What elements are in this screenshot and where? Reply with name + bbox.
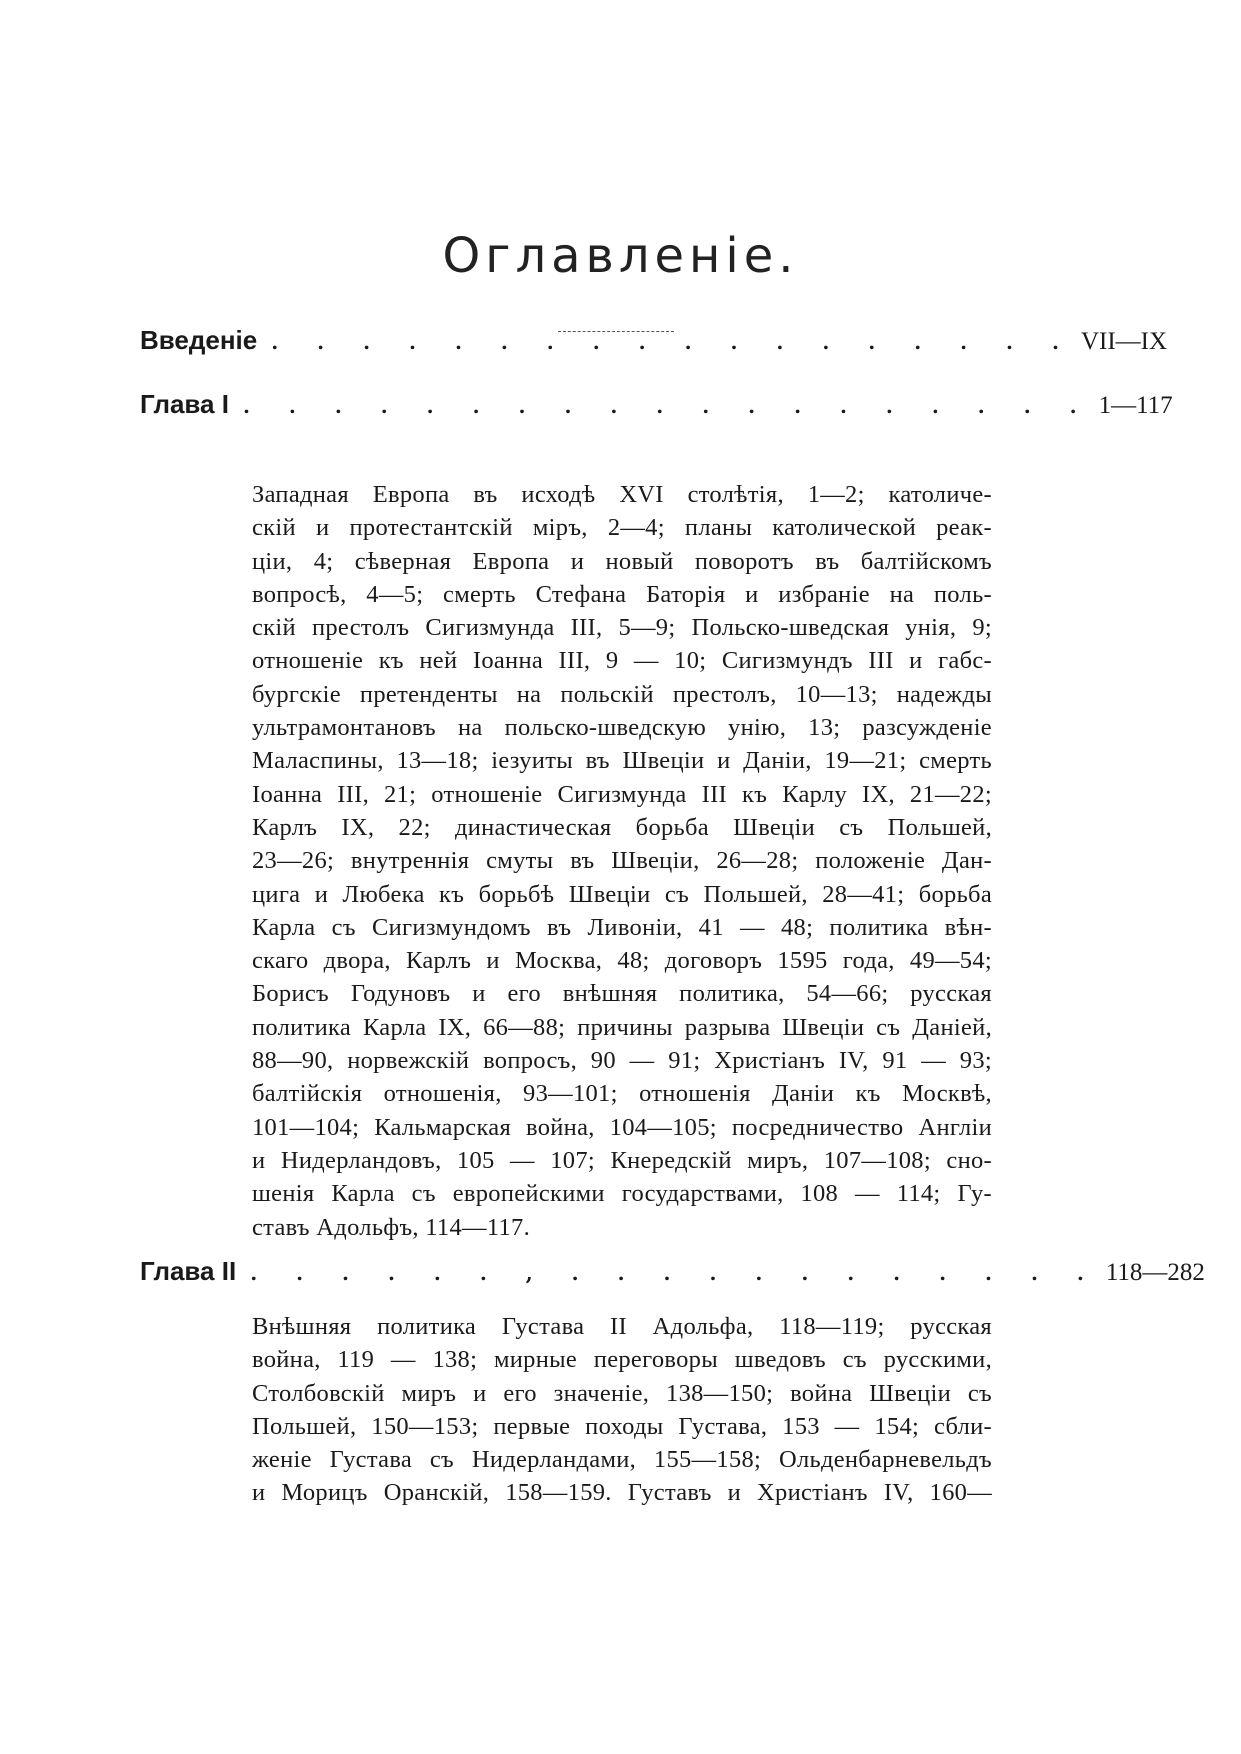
summary-line: ультрамонтановъ на польско-шведскую унію, 13; разсужденіе (252, 714, 992, 742)
summary-line: скій престолъ Сигизмунда III, 5—9; Польско-шведская унія, 9; (252, 614, 992, 642)
summary-line: 88—90, норвежскій вопросъ, 90 — 91; Христіанъ IV, 91 — 93; (252, 1047, 992, 1075)
summary-line: Польшей, 150—153; первые походы Густава, 153 — 154; сбли- (252, 1412, 992, 1440)
dot-leader: . . . . . . , . . . . . . . . . . . . (250, 1261, 1100, 1285)
summary-line: Западная Европа въ исходѣ XVI столѣтія, 1—2; католиче- (252, 481, 992, 508)
summary-line: Внѣшняя политика Густава II Адольфа, 118—119; русская (252, 1313, 992, 1340)
toc-entry-label: Глава I (140, 389, 229, 419)
summary-line: цига и Любека къ борьбѣ Швеціи съ Польшей, 28—41; борьба (252, 880, 992, 908)
summary-line: вопросѣ, 4—5; смерть Стефана Баторія и избраніе на поль- (252, 580, 992, 608)
summary-line: балтійскія отношенія, 93—101; отношенія Даніи къ Москвѣ, (252, 1080, 992, 1108)
summary-line: ціи, 4; сѣверная Европа и новый поворотъ въ балтійскомъ (252, 547, 992, 575)
summary-line: Іоанна III, 21; отношеніе Сигизмунда III къ Карлу IX, 21—22; (252, 780, 992, 808)
dot-leader: . . . . . . . . . . . . . . . . . . . (242, 394, 1093, 418)
toc-entry-intro[interactable] (140, 325, 1168, 365)
summary-line: бургскіе претенденты на польскій престолъ, 10—13; надежды (252, 680, 992, 708)
summary-line: Карлъ IX, 22; династическая борьба Швеціи съ Польшей, (252, 813, 992, 841)
summary-line: скаго двора, Карлъ и Москва, 48; договоръ 1595 года, 49—54; (252, 947, 992, 975)
toc-entry-chapter-1[interactable] (140, 389, 1173, 429)
toc-entry-chapter-2[interactable] (140, 1256, 1205, 1296)
chapter-1-summary (252, 478, 992, 1244)
toc-page-range: 1—117 (1098, 392, 1173, 419)
summary-line: война, 119 — 138; мирные переговоры шведовъ съ русскими, (252, 1346, 992, 1374)
summary-line: шенія Карла съ европейскими государствами, 108 — 114; Гу- (252, 1180, 992, 1208)
toc-entry-label: Глава II (140, 1256, 237, 1286)
chapter-2-summary (252, 1310, 992, 1510)
toc-page-range: VII—IX (1080, 328, 1168, 355)
summary-line: 101—104; Кальмарская война, 104—105; посредничество Англіи (252, 1113, 992, 1141)
page-title: Оглавленіе. (442, 228, 799, 284)
dot-leader: . . . . . . . . . . . . . . . . . . (271, 330, 1075, 354)
summary-line: политика Карла IX, 66—88; причины разрыва Швеціи съ Даніей, (252, 1013, 992, 1041)
summary-line: Борисъ Годуновъ и его внѣшняя политика, 54—66; русская (252, 980, 992, 1008)
summary-line: Карла съ Сигизмундомъ въ Ливоніи, 41 — 48; политика вѣн- (252, 913, 992, 941)
summary-line: и Нидерландовъ, 105 — 107; Кнередскій миръ, 107—108; сно- (252, 1146, 992, 1174)
summary-line: Столбовскій миръ и его значеніе, 138—150; война Швеціи съ (252, 1379, 992, 1407)
toc-entry-label: Введеніе (140, 325, 258, 355)
summary-line: ставъ Адольфъ, 114—117. (252, 1213, 530, 1241)
summary-line: и Морицъ Оранскій, 158—159. Густавъ и Христіанъ IV, 160— (252, 1479, 992, 1507)
toc-page-range: 118—282 (1105, 1259, 1205, 1286)
summary-line: скій и протестантскій міръ, 2—4; планы католической реак- (252, 514, 992, 542)
summary-line: женіе Густава съ Нидерландами, 155—158; Ольденбарневельдъ (252, 1446, 992, 1474)
summary-line: 23—26; внутреннія смуты въ Швеціи, 26—28; положеніе Дан- (252, 847, 992, 875)
summary-line: отношеніе къ ней Іоанна III, 9 — 10; Сигизмундъ III и габс- (252, 647, 992, 675)
summary-line: Маласпины, 13—18; іезуиты въ Швеціи и Даніи, 19—21; смерть (252, 747, 992, 775)
